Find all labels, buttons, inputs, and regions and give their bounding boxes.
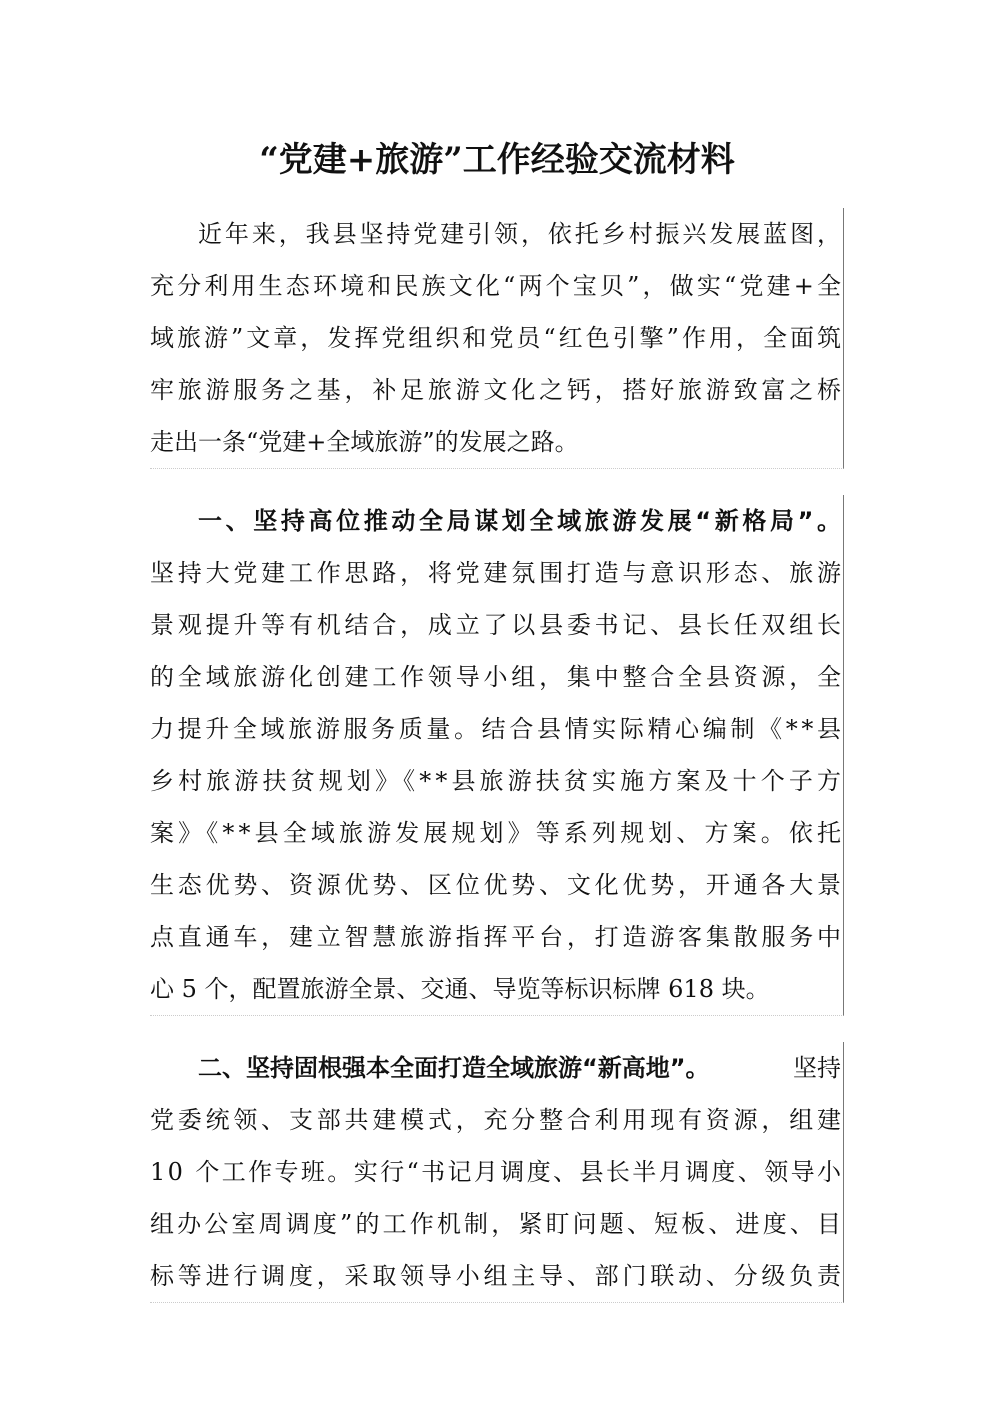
text-line: 近年来，我县坚持党建引领，依托乡村振兴发展蓝图，	[198, 220, 844, 248]
text-line: 心 5 个，配置旅游全景、交通、导览等标识标牌 618 块。	[150, 975, 770, 1003]
section-heading-tail: 坚持	[793, 1054, 841, 1082]
document-title: “党建+旅游”工作经验交流材料	[259, 140, 735, 180]
document-body	[150, 208, 844, 1329]
text-line: 牢旅游服务之基，补足旅游文化之钙，搭好旅游致富之桥	[150, 376, 845, 404]
text-line: 10 个工作专班。实行“书记月调度、县长半月调度、领导小	[150, 1158, 844, 1186]
section-heading-line	[150, 1042, 841, 1094]
text-line: 域旅游”文章，发挥党组织和党员“红色引擎”作用，全面筑	[150, 324, 845, 352]
section-heading: 二、坚持固根强本全面打造全域旅游“新高地”。	[198, 1054, 710, 1082]
text-line: 组办公室周调度”的工作机制，紧盯问题、短板、进度、目	[150, 1210, 845, 1238]
text-line: 景观提升等有机结合，成立了以县委书记、县长任双组长	[150, 611, 845, 639]
text-line: 坚持大党建工作思路，将党建氛围打造与意识形态、旅游	[150, 559, 845, 587]
text-line: 点直通车，建立智慧旅游指挥平台，打造游客集散服务中	[150, 923, 845, 951]
text-line: 乡村旅游扶贫规划》《**县旅游扶贫实施方案及十个子方	[150, 767, 846, 795]
text-line: 生态优势、资源优势、区位优势、文化优势，开通各大景	[150, 871, 845, 899]
text-line: 案》《**县全域旅游发展规划》等系列规划、方案。依托	[150, 819, 846, 847]
text-line: 力提升全域旅游服务质量。结合县情实际精心编制《**县	[150, 715, 845, 743]
text-line: 党委统领、支部共建模式，充分整合利用现有资源，组建	[150, 1106, 845, 1134]
text-line: 走出一条“党建+全域旅游”的发展之路。	[150, 428, 579, 456]
section-heading: 一、坚持高位推动全局谋划全域旅游发展“新格局”。	[198, 507, 845, 535]
text-line: 标等进行调度，采取领导小组主导、部门联动、分级负责	[150, 1262, 845, 1290]
text-line: 的全域旅游化创建工作领导小组，集中整合全县资源，全	[150, 663, 845, 691]
text-line: 充分利用生态环境和民族文化“两个宝贝”，做实“党建+全	[150, 272, 845, 300]
paragraph-intro	[150, 208, 844, 469]
paragraph-section-one	[150, 495, 844, 1016]
paragraph-section-two	[150, 1042, 844, 1303]
